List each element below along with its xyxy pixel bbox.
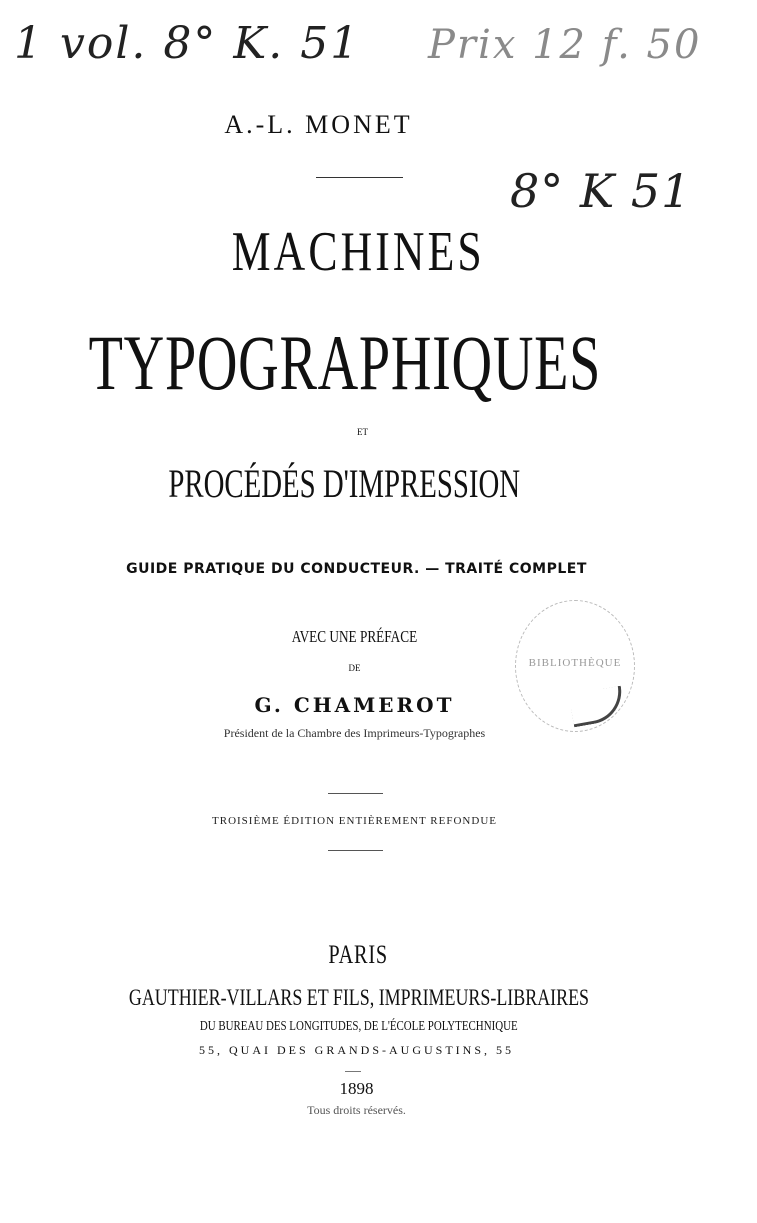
shelfmark-side-text: 8° K 51 <box>510 164 692 218</box>
title-line-procedes: PROCÉDÉS D'IMPRESSION <box>168 461 521 506</box>
author-name: A.-L. MONET <box>224 110 413 139</box>
preface-author-title: Président de la Chambre des Imprimeurs-Typographes <box>223 726 486 740</box>
edition-statement: TROISIÈME ÉDITION ENTIÈREMENT REFONDUE <box>212 815 497 827</box>
preface-de: DE <box>348 663 361 673</box>
divider-rule <box>328 793 383 794</box>
divider-rule <box>345 1071 361 1072</box>
handwritten-shelfmark-top <box>14 18 360 69</box>
imprint-city: PARIS <box>328 940 389 969</box>
publisher-affiliation: DU BUREAU DES LONGITUDES, DE L'ÉCOLE POLYTECHNIQUE <box>199 1019 518 1034</box>
subtitle: GUIDE PRATIQUE DU CONDUCTEUR. — TRAITÉ COMPLET <box>126 561 587 577</box>
library-stamp <box>515 600 635 732</box>
rights-statement: Tous droits réservés. <box>307 1103 406 1117</box>
handwritten-price-note <box>428 22 701 68</box>
price-text: Prix 12 f. 50 <box>428 22 702 68</box>
divider-rule <box>328 850 383 851</box>
shelfmark-text: 1 vol. 8° K. 51 <box>14 18 361 69</box>
publication-year: 1898 <box>339 1079 374 1098</box>
publisher-name: GAUTHIER-VILLARS ET FILS, IMPRIMEURS-LIBRAIRES <box>128 985 589 1010</box>
title-line-machines: MACHINES <box>231 221 486 283</box>
preface-author: G. CHAMEROT <box>254 693 455 717</box>
stamp-arc-mark <box>569 686 627 728</box>
title-conjunction: ET <box>357 427 368 437</box>
publisher-address: 55, QUAI DES GRANDS-AUGUSTINS, 55 <box>198 1043 514 1057</box>
divider-rule <box>316 177 403 178</box>
handwritten-shelfmark-side <box>510 164 691 218</box>
stamp-text: BIBLIOTHÈQUE <box>528 657 622 669</box>
preface-line: AVEC UNE PRÉFACE <box>291 627 418 646</box>
title-line-typographiques: TYPOGRAPHIQUES <box>88 319 601 406</box>
